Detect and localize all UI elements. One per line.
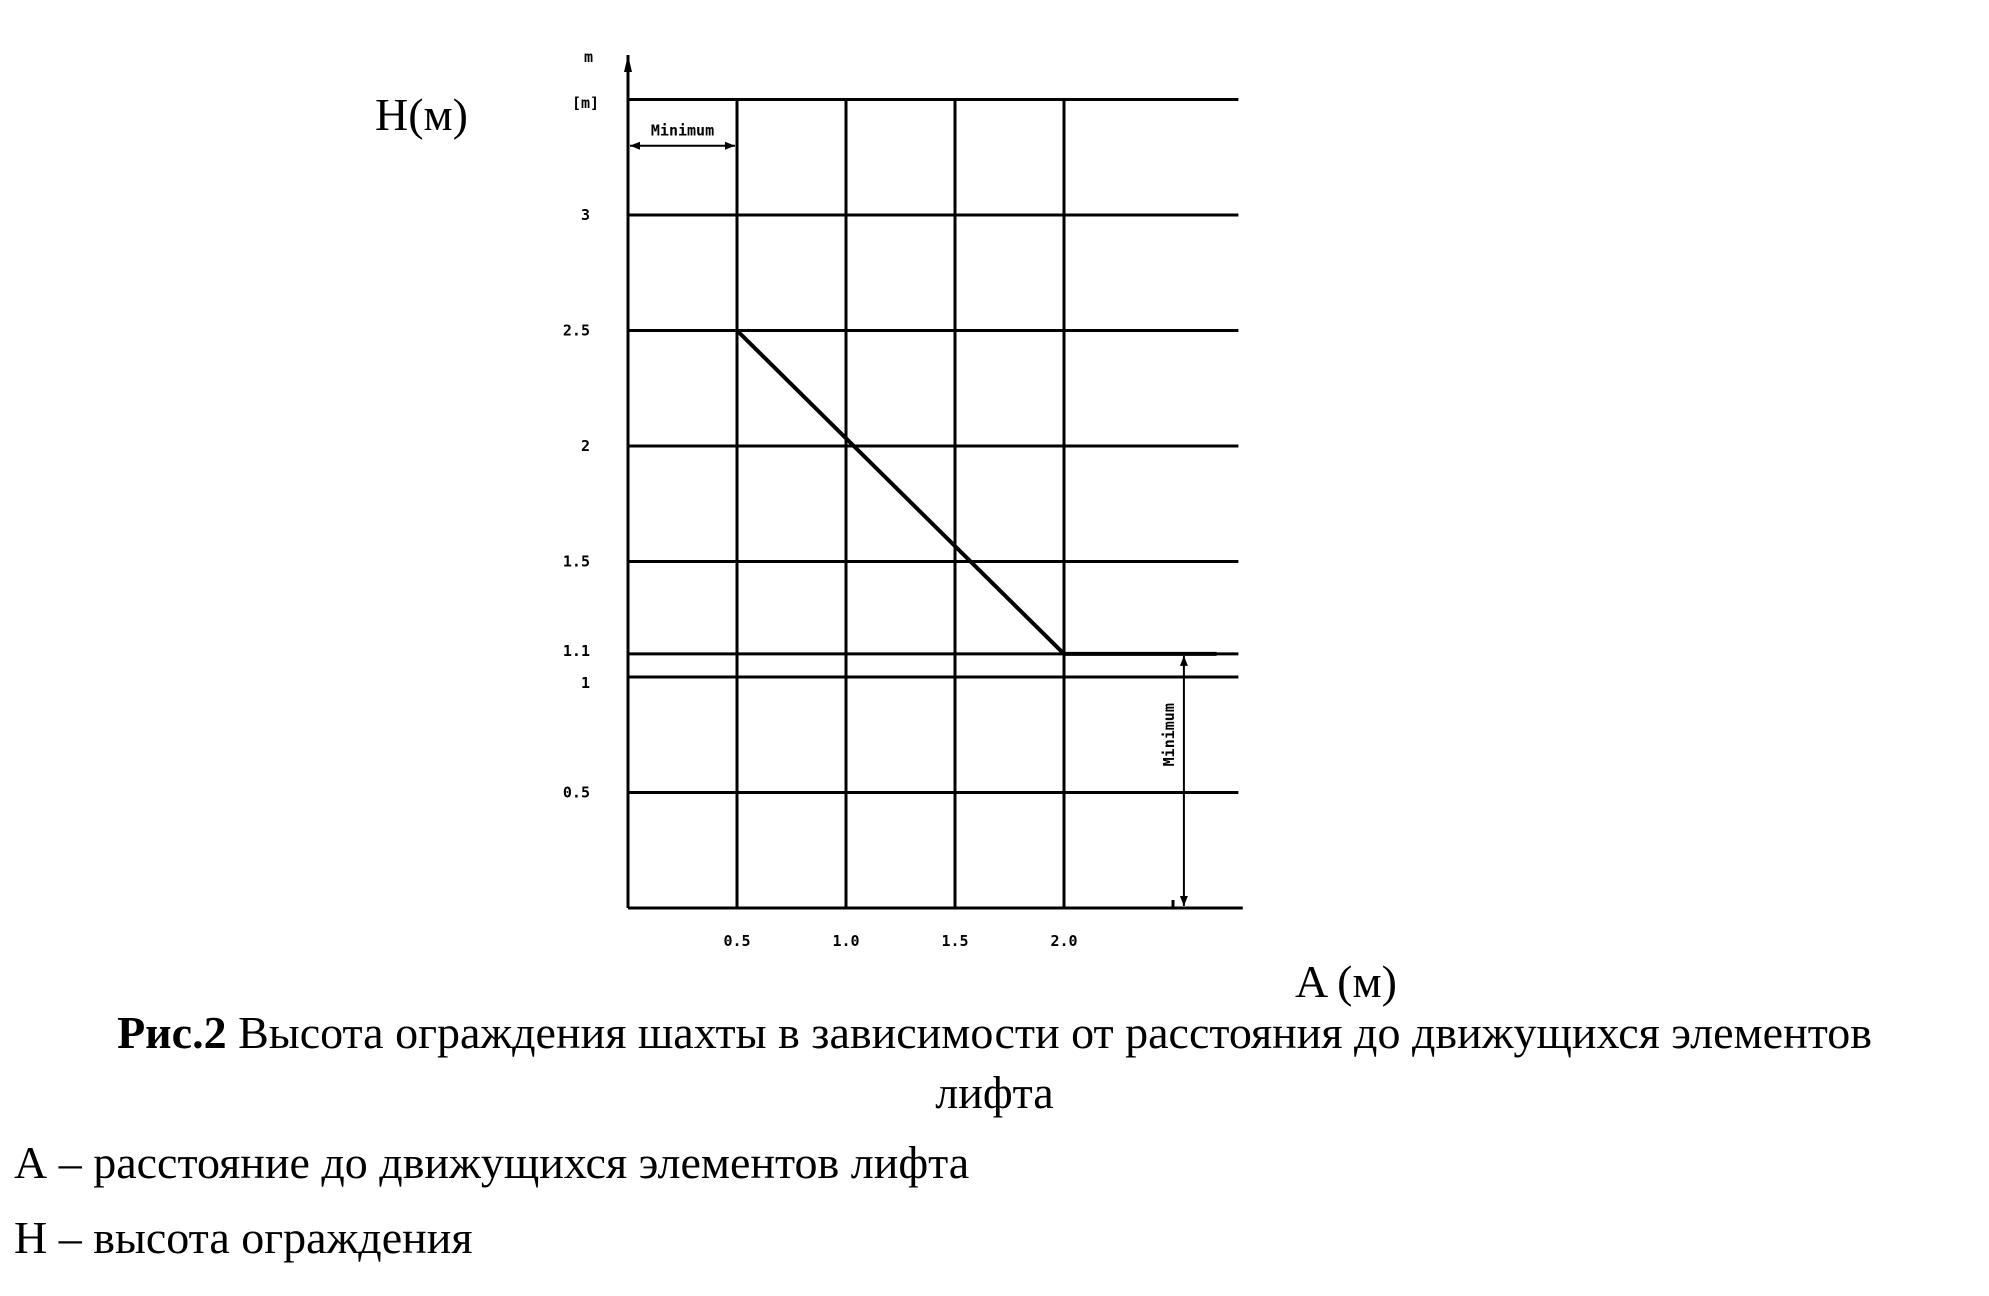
y-tick-label: 1.1: [562, 641, 590, 660]
y-axis-arrow: [624, 55, 632, 72]
tick-labels: [563, 206, 1078, 950]
annotation-arrowhead: [1180, 656, 1188, 666]
x-tick-label: 0.5: [723, 932, 751, 950]
y-tick-label: 2: [580, 437, 590, 455]
x-axis-title: A (м): [1295, 956, 1397, 1007]
annotation-arrowhead: [630, 142, 640, 150]
y-tick-label: 3: [580, 206, 590, 224]
caption-label: Рис.2: [117, 1007, 227, 1058]
grid: [628, 100, 1238, 909]
annotation-arrowhead: [1180, 896, 1188, 906]
annotation-arrowhead: [725, 142, 735, 150]
legend-h: Н – высота ограждения: [14, 1212, 473, 1263]
y-tick-label: 1.5: [562, 552, 590, 571]
inner-y-unit-top: m: [584, 48, 594, 66]
series: [737, 331, 1217, 654]
x-tick-label: 1.0: [832, 932, 860, 950]
legend-a: А – расстояние до движущихся элементов лифта: [14, 1137, 970, 1188]
y-tick-label: 2.5: [562, 321, 590, 340]
y-tick-label: 0.5: [562, 783, 590, 802]
figure-caption: [0, 1003, 1989, 1063]
annotations: [630, 122, 1188, 906]
inner-y-unit: [m]: [572, 94, 600, 112]
annotation-label: Minimum: [650, 121, 715, 140]
axes: [624, 55, 1243, 908]
annotation-label: Minimum: [1159, 703, 1178, 767]
y-axis-title: H(м): [375, 89, 468, 140]
x-tick-label: 1.5: [941, 932, 969, 950]
series-line: [737, 331, 1064, 654]
caption-line2: лифта: [935, 1067, 1054, 1118]
y-tick-label: 1: [580, 674, 590, 692]
x-tick-label: 2.0: [1050, 932, 1078, 950]
figure-caption-cont: [0, 1063, 1989, 1123]
caption-line1: Высота ограждения шахты в зависимости от расстояния до движущихся элементов: [238, 1007, 1872, 1058]
